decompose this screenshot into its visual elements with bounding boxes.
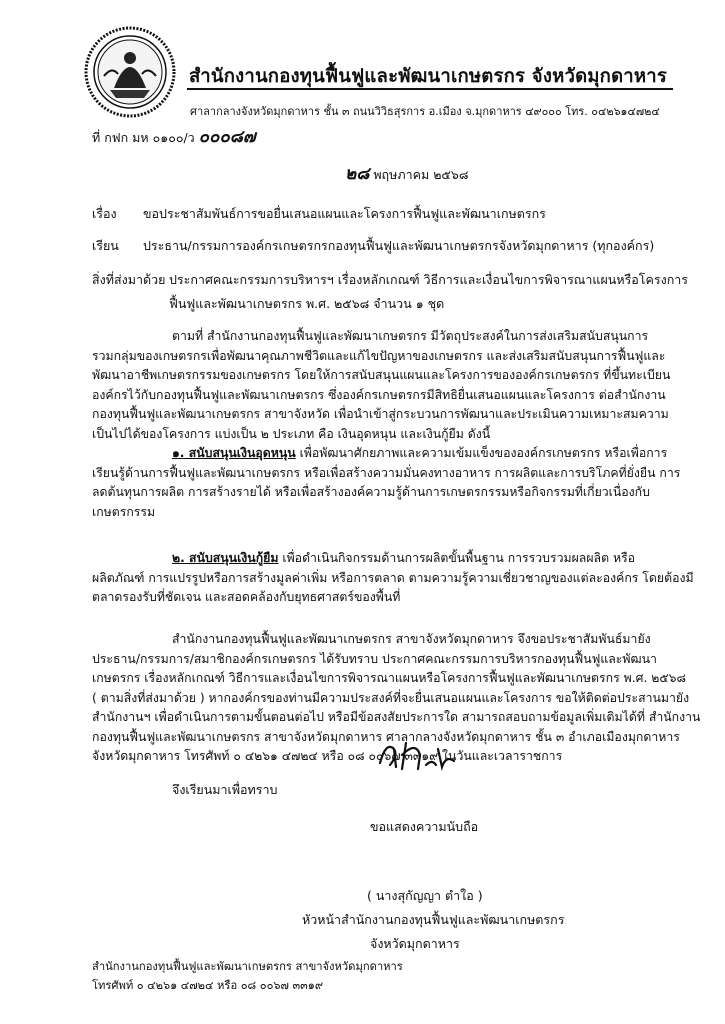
paragraph-line: ประธาน/กรรมการ/สมาชิกองค์กรเกษตรกร ได้รับทราบ ประกาศคณะกรรมการบริหารกองทุนฟื้นฟูและพัฒนา	[92, 651, 657, 666]
document-number-prefix: ที่ กฟก มห ๐๑๐๐/ว	[92, 130, 195, 145]
document-number-value: ๐๐๐๘๗	[198, 127, 256, 147]
footer-phone: โทรศัพท์ ๐ ๔๒๖๑ ๔๗๒๔ หรือ ๐๘ ๐๐๖๗ ๓๓๑๙	[92, 979, 324, 992]
to-text: ประธาน/กรรมการองค์กรเกษตรกรกองทุนฟื้นฟูและพัฒนาเกษตรกรจังหวัดมุกดาหาร (ทุกองค์กร)	[143, 238, 655, 253]
signatory-name: ( นางสุกัญญา ตำใอ )	[367, 888, 483, 903]
paragraph-line: พัฒนาอาชีพเกษตรกรรมของเกษตรกร โดยให้การสนับสนุนแผนและโครงการขององค์กรเกษตรกร ที่ขึ้นทะเบียน	[92, 368, 671, 382]
handwritten-signature	[376, 735, 460, 773]
date-day: ๒๘	[345, 164, 370, 184]
item-2-first-text: เพื่อดำเนินกิจกรรมด้านการผลิตขั้นพื้นฐาน การรวบรวมผลผลิต หรือ	[278, 551, 636, 565]
paragraph-line: กองทุนฟื้นฟูและพัฒนาเกษตรกร สาขาจังหวัด เพื่อนำเข้าสู่กระบวนการพัฒนาและประเมินความเหมาะสมความ	[92, 407, 669, 421]
paragraph-line: ตลาดรองรับที่ชัดเจน และสอดคล้องกับยุทธศาสตร์ของพื้นที่	[92, 590, 401, 604]
document-number	[92, 123, 256, 150]
enclosure-line-2: ฟื้นฟูและพัฒนาเกษตรกร พ.ศ. ๒๕๖๘ จำนวน ๑ ชุด	[169, 296, 445, 311]
paragraph-line: สำนักงานฯ เพื่อดำเนินการตามขั้นตอนต่อไป หรือมีข้อสงสัยประการใด สามารถสอบถามข้อมูลเพิ่มเติมได้ที่ สำนักงาน	[92, 710, 701, 724]
paragraph-line: องค์กรไว้กับกองทุนฟื้นฟูและพัฒนาเกษตรกร ซึ่งองค์กรเกษตรกรมีสิทธิยื่นเสนอแผนและโครงการ ต่อสำนักงาน	[92, 387, 666, 402]
footer-office: สำนักงานกองทุนฟื้นฟูและพัฒนาเกษตรกร สาขาจังหวัดมุกดาหาร	[92, 960, 403, 973]
office-emblem-logo	[84, 26, 176, 118]
paragraph-line: เรียนรู้ด้านการฟื้นฟูและพัฒนาเกษตรกร หรือเพื่อสร้างความมั่นคงทางอาหาร การผลิตและการบริโภคที่ยั่งยืน การ	[92, 465, 681, 480]
paragraph-line: จังหวัดมุกดาหาร โทรศัพท์ ๐ ๔๒๖๑ ๔๗๒๔ หรือ ๐๘ ๐๐๖๗ ๓๓๑๙ ในวันและเวลาราชการ	[92, 749, 563, 763]
subject-row	[92, 204, 117, 224]
letterhead-rule	[187, 88, 673, 90]
signatory-title-2: จังหวัดมุกดาหาร	[370, 936, 460, 951]
paragraph-line: ตามที่ สำนักงานกองทุนฟื้นฟูและพัฒนาเกษตรกร มีวัตถุประสงค์ในการส่งเสริมสนับสนุนการ	[172, 329, 649, 343]
body-paragraph-1	[92, 327, 670, 444]
paragraph-line: ผลิตภัณฑ์ การแปรรูปหรือการสร้างมูลค่าเพิ่ม หรือการตลาด ตามความรู้ความเชี่ยวชาญของแต่ละองค์กร โดยต้องมี	[92, 570, 694, 585]
paragraph-line: ลดต้นทุนการผลิต การสร้างรายได้ หรือเพื่อสร้างองค์ความรู้ด้านการเกษตรกรรมหรือกิจกรรมที่เกี่ยวเนื่องกับ	[92, 485, 650, 499]
paragraph-line: เกษตรกร เรื่องหลักเกณฑ์ วิธีการและเงื่อนไขการพิจารณาแผนหรือโครงการฟื้นฟูและพัฒนาเกษตรกร พ.ศ. ๒๕๖๘	[92, 671, 686, 685]
office-name-heading: สำนักงานกองทุนฟื้นฟูและพัฒนาเกษตรกร จังหวัดมุกดาหาร	[189, 66, 667, 87]
subject-label: เรื่อง	[92, 206, 117, 221]
signature-closing: ขอแสดงความนับถือ	[370, 819, 479, 834]
paragraph-line: กองทุนฟื้นฟูและพัฒนาเกษตรกร สาขาจังหวัดมุกดาหาร ศาลากลางจังหวัดมุกดาหาร ชั้น ๓ อำเภอเมืองมุกดาหาร	[92, 729, 680, 744]
signatory-title-1: หัวหน้าสำนักงานกองทุนฟื้นฟูและพัฒนาเกษตรกร	[302, 912, 565, 927]
paragraph-line: รวมกลุ่มของเกษตรกรเพื่อพัฒนาคุณภาพชีวิตและแก้ไขปัญหาของเกษตรกร และส่งเสริมสนับสนุนการฟื้นฟูและ	[92, 348, 666, 363]
item-1-first-text: เพื่อพัฒนาศักยภาพและความเข้มแข็งขององค์กรเกษตรกร หรือเพื่อการ	[295, 446, 668, 460]
enclosure-line-1: ประกาศคณะกรรมการบริหารฯ เรื่องหลักเกณฑ์ วิธีการและเงื่อนไขการพิจารณาแผนหรือโครงการ	[169, 272, 688, 287]
item-2-first-line	[92, 549, 694, 569]
subject-text: ขอประชาสัมพันธ์การขอยื่นเสนอแผนและโครงการฟื้นฟูและพัฒนาเกษตรกร	[143, 206, 546, 221]
paragraph-line: สำนักงานกองทุนฟื้นฟูและพัฒนาเกษตรกร สาขาจังหวัดมุกดาหาร จึงขอประชาสัมพันธ์มายัง	[172, 632, 651, 646]
paragraph-line: เป็นไปได้ของโครงการ แบ่งเป็น ๒ ประเภท คือ เงินอุดหนุน และเงินกู้ยืม ดังนี้	[92, 426, 491, 441]
enclosure-label: สิ่งที่ส่งมาด้วย	[92, 272, 166, 287]
body-item-2	[92, 549, 694, 608]
item-2-title: ๒. สนับสนุนเงินกู้ยืม	[172, 551, 279, 565]
paragraph-line: ( ตามสิ่งที่ส่งมาด้วย ) หากองค์กรของท่านมีความประสงค์ที่จะยื่นเสนอแผนและโครงการ ขอให้ติดต่อประสานมายัง	[92, 690, 690, 705]
closing-request: จึงเรียนมาเพื่อทราบ	[172, 782, 278, 797]
date-month-year: พฤษภาคม ๒๕๖๘	[373, 167, 469, 182]
document-date	[345, 160, 468, 187]
office-address: ศาลากลางจังหวัดมุกดาหาร ชั้น ๓ ถนนวิวิธสุรการ อ.เมือง จ.มุกดาหาร ๔๙๐๐๐ โทร. ๐๔๒๖๑๔๗๒๔	[190, 105, 660, 118]
paragraph-line: เกษตรกรรม	[92, 504, 156, 519]
to-label: เรียน	[92, 238, 119, 253]
item-1-first-line	[92, 444, 680, 464]
body-item-1	[92, 444, 680, 522]
item-1-title: ๑. สนับสนุนเงินอุดหนุน	[172, 446, 296, 460]
